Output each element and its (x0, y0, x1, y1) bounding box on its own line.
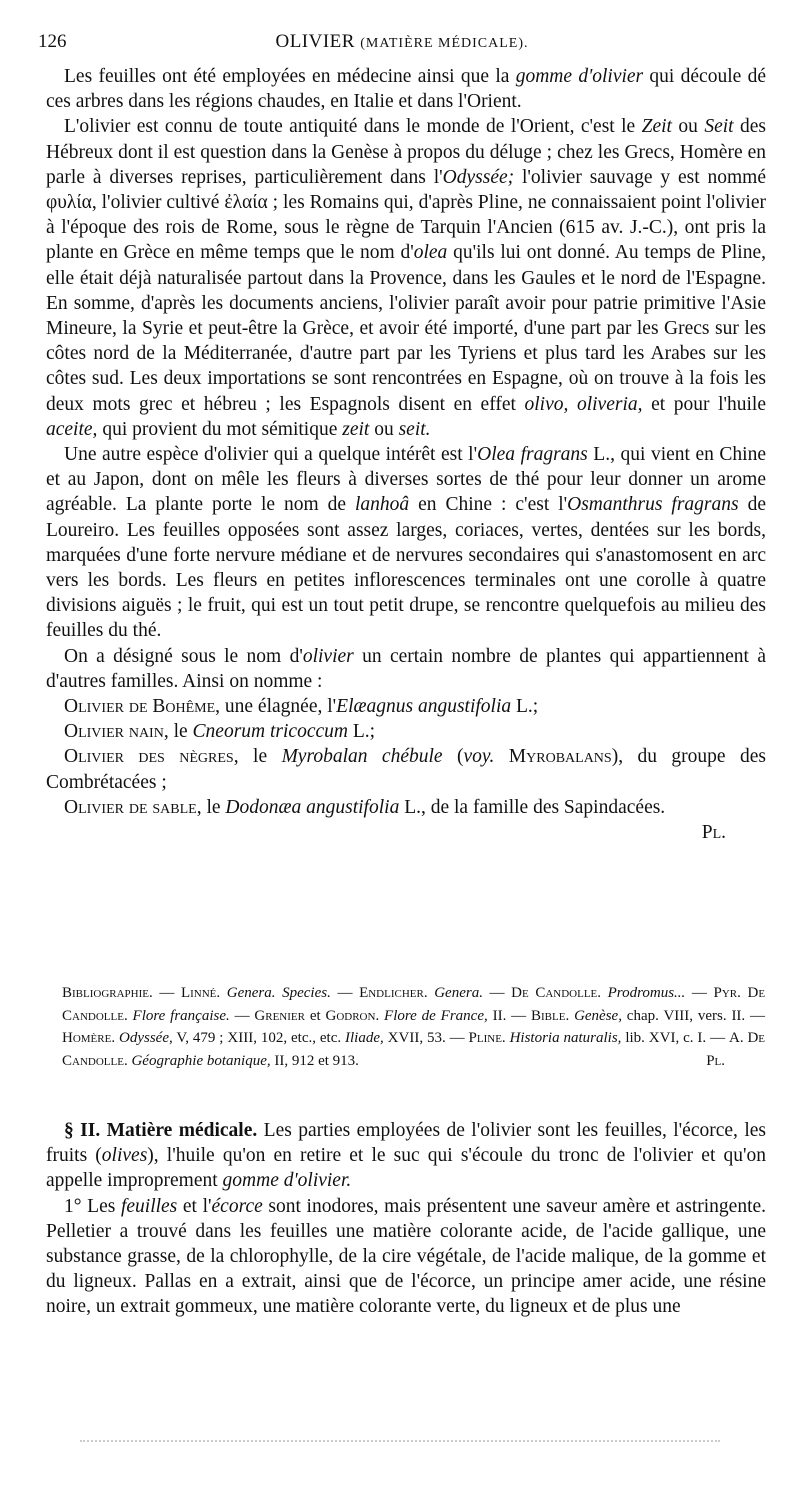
text-run: II, 912 et 913. (270, 1052, 359, 1069)
text-run: Géographie botanique, (131, 1052, 271, 1069)
text-run: le (168, 721, 193, 743)
page-number: 126 (38, 31, 67, 52)
text-run: ( (442, 746, 464, 768)
text-run: Genèse, (574, 1007, 622, 1024)
text-run: sont inodores, mais présentent une saveur amère et astringente. Pelletier a trouvé dans les feuilles une matière colorante acide, de l'acide gallique, une substance grasse, de la chlorophylle, de la cire végétale, de l'acide malique, de la gomme et du ligneux. Pallas en a extrait, ainsi que de l'écorce, un principe amer acide, une résine noire, un extrait gommeux, une matière colorante verte, du ligneux et de plus une (46, 1195, 767, 1318)
text-run: Elæagnus angustifolia (336, 696, 512, 718)
text-run: qu'ils lui ont donné. Au temps de Pline, elle était déjà naturalisée partout dans la Provence, dans les Gaules et le nord de l'Espagne. En somme, d'après les documents anciens, l'olivier paraît avoir pour patrie primitive l'Asie Mineure, la Syrie et peut-être la Grèce, et avoir été importé, d'une part par les Grecs sur les côtes nord de la Méditerranée, d'autre part par les Tyriens et plus tard les Arabes sur les côtes sud. Les deux importations se sont rencontrées en Espagne, où on trouve à la fois les deux mots grec et hébreu ; les Espagnols disent en effet (46, 242, 766, 415)
text-run: Myrobalans (508, 746, 612, 768)
name-entry (46, 744, 766, 794)
text-run: Pline. (468, 1030, 506, 1046)
text-run: Olivier de Bohême, (64, 696, 221, 718)
text-run: et l' (177, 1195, 212, 1217)
text-run: Les parties employées de l'olivier sont les feuilles, l'écorce, les fruits ( (46, 1120, 767, 1167)
text-run: Genera. (434, 985, 483, 1001)
text-run: Myrobalan chébule (281, 746, 443, 768)
text-run: 1° Les (64, 1195, 121, 1217)
text-run: V, 479 ; XIII, 102, etc., etc. (172, 1030, 346, 1046)
text-run (220, 985, 227, 1001)
text-run: Olivier de sable, (64, 796, 202, 818)
text-run: olives (101, 1145, 148, 1167)
text-run: ), du groupe des Combrétacées ; (46, 746, 767, 793)
text-run: L., qui vient en Chine et au Japon, dont on mêle les fleurs à diverses sortes de thé pour leur donner un arome agréable. La plante porte le nom de (46, 444, 767, 516)
text-run: de Loureiro. Les feuilles opposées sont assez larges, coriaces, vertes, dentées sur les bords, marquées d'une forte nervure médiane et de nervures secondaires qui s'anastomosent en arc vers les bords. Les fleurs en petites inflorescences terminales ont une corolle à quatre divisions aiguës ; le fruit, qui est un tout petit drupe, se rencontre quelquefois au milieu des feuilles du thé. (46, 494, 766, 642)
text-run: Flore française. (132, 1007, 230, 1024)
text-run: zeit (342, 418, 370, 440)
text-run: Pyr. De Candolle. (62, 985, 766, 1024)
text-run: Flore de France, (384, 1007, 488, 1024)
text-run: Olivier nain, (64, 721, 169, 743)
text-run: Seit (704, 116, 734, 138)
text-run: Grenier (254, 1007, 305, 1024)
text-run: ou (671, 116, 705, 138)
paragraph (46, 644, 766, 694)
text-run: chap. VIII, vers. II. — (621, 1007, 766, 1024)
text-run: en Chine : c'est l' (409, 494, 568, 516)
text-run: Osmanthrus fragrans (567, 494, 739, 516)
text-run: Odyssée; (442, 166, 515, 188)
text-run: olivo, oliveria, (524, 393, 643, 415)
paragraph (46, 64, 766, 114)
text-run: XVII, 53. — (383, 1030, 469, 1046)
text-run: ou (369, 418, 399, 440)
text-run: un certain nombre de plantes qui appartiennent à d'autres familles. Ainsi on nomme : (46, 645, 766, 692)
bibliography (62, 982, 765, 1072)
paragraph (46, 1118, 766, 1194)
text-run: Cneorum tricoccum (192, 721, 348, 743)
text-run: Prodromus... (607, 985, 686, 1001)
text-run (601, 985, 608, 1001)
text-run: — (482, 985, 512, 1001)
main-text (46, 64, 766, 845)
text-run: — (685, 985, 714, 1001)
text-run: seit. (398, 418, 431, 440)
text-run: Olea fragrans (477, 444, 588, 466)
text-run: Godron. (325, 1007, 380, 1024)
text-run: et pour l'huile (642, 393, 766, 415)
text-run: Historia naturalis, (509, 1030, 622, 1046)
text-run: A. De Candolle. (62, 1030, 766, 1069)
text-run: une élagnée, l' (220, 696, 337, 718)
running-header (38, 31, 766, 57)
text-run: aceite, (46, 418, 98, 440)
header-subtitle: (MATIÈRE MÉDICALE). (360, 36, 529, 51)
text-run: Linné. (180, 985, 221, 1001)
text-run: olivier (302, 645, 354, 667)
page-title (38, 31, 766, 53)
text-run: Zeit (641, 116, 672, 138)
text-run: le (201, 796, 226, 818)
text-run: lanhoâ (355, 494, 410, 516)
text-run (494, 746, 508, 767)
bibliography-text (62, 985, 765, 1069)
text-run: Iliade, (345, 1030, 384, 1046)
name-entry (46, 795, 766, 820)
page-footer-dots (80, 1440, 720, 1448)
text-run: qui découle dé ces arbres dans les régions chaudes, en Italie et dans l'Orient. (46, 66, 766, 113)
text-run: Les feuilles ont été employées en médecine ainsi que la (64, 66, 516, 87)
text-run: Odyssée, (119, 1030, 173, 1046)
text-run: § II. Matière médicale. (64, 1120, 258, 1141)
text-run: On a désigné sous le nom d' (64, 645, 303, 667)
text-run: le (238, 746, 282, 768)
text-run: — (229, 1007, 255, 1024)
text-run: — (330, 985, 360, 1001)
author-signature: Pl. (701, 822, 726, 844)
text-run: L., de la famille des Sapindacées. (399, 796, 666, 818)
text-run: gomme d'olivier (515, 66, 644, 87)
name-entry (46, 694, 766, 719)
text-run: Olivier des nègres, (64, 746, 239, 768)
text-run: De Candolle. (511, 985, 602, 1001)
text-run: l'olivier sauvage y est nommé φυλία, l'olivier cultivé ἐλαία ; les Romains qui, d'après Pline, ne connaissaient point l'olivier à l'époque des rois de Rome, sous le règne de Tarquin l'Ancien (615 av. J.-C.), ont pris la plante en Grèce en même temps que le nom d' (46, 166, 766, 264)
header-title: OLIVIER (275, 31, 355, 52)
text-run: écorce (211, 1195, 263, 1217)
text-run: L.; (347, 721, 376, 743)
text-run: feuilles (120, 1195, 178, 1217)
text-run: qui provient du mot sémitique (97, 418, 343, 440)
text-run: voy. (463, 746, 495, 768)
section-matiere-medicale (46, 1118, 766, 1320)
text-run: ), l'huile qu'on en retire et le suc qui s'écoule du tronc de l'olivier et qu'on appelle improprement (46, 1145, 767, 1192)
text-run: Une autre espèce d'olivier qui a quelque intérêt est l' (64, 444, 478, 466)
text-run: Genera. Species. (226, 985, 331, 1001)
text-run: Bible. (531, 1007, 570, 1024)
text-run: Homère. (62, 1030, 116, 1046)
bibliography-signature: Pl. (706, 1052, 725, 1069)
text-run: gomme d'olivier. (222, 1170, 352, 1192)
text-run: Endlicher. (359, 985, 428, 1001)
text-run: Bibliographie. (62, 985, 153, 1001)
text-run: II. — (487, 1007, 532, 1024)
text-run: des Hébreux dont il est question dans la Genèse à propos du déluge ; chez les Grecs, Homère en parle à diverses reprises, particulièrement dans l' (46, 116, 766, 188)
text-run: — (152, 985, 181, 1001)
text-run: L.; (511, 696, 539, 718)
text-run: L'olivier est connu de toute antiquité dans le monde de l'Orient, c'est le (64, 116, 642, 138)
text-run: olea (413, 242, 448, 264)
text-run: et (304, 1007, 326, 1024)
paragraph (46, 114, 766, 442)
name-entry (46, 719, 766, 744)
text-run: lib. XVI, c. I. — (621, 1030, 729, 1046)
paragraph (46, 1194, 766, 1320)
paragraph (46, 442, 766, 644)
text-run: Dodonæa angustifolia (225, 796, 400, 818)
